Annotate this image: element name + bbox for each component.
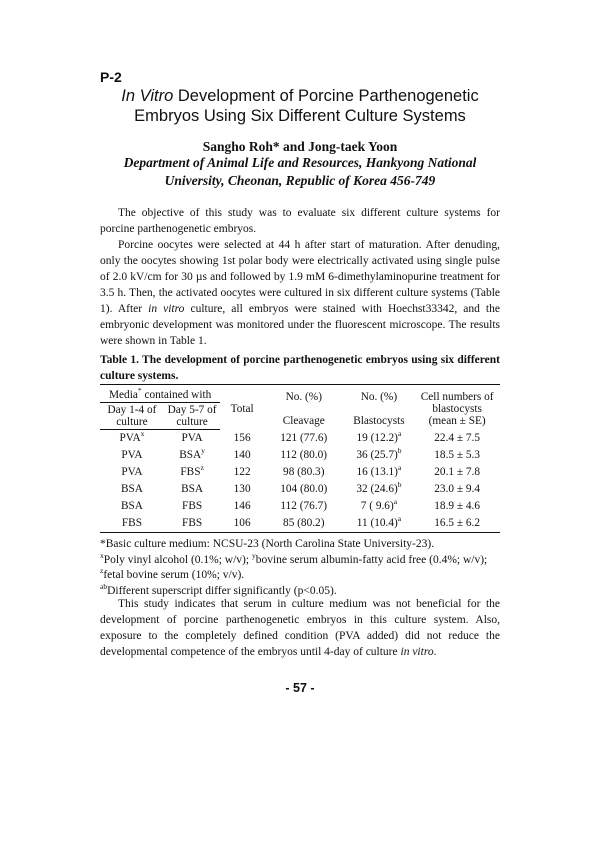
authors: Sangho Roh* and Jong-taek Yoon — [202, 139, 398, 154]
cell-day-1-4: BSA — [120, 483, 143, 495]
header-total: Total — [220, 385, 264, 430]
cell-cell-numbers: 22.4 ± 7.5 — [434, 431, 481, 444]
cell-cell-numbers: 23.0 ± 9.4 — [434, 483, 481, 495]
note-basic: *Basic culture medium: NCSU-23 (North Carolina State University-23). — [100, 538, 435, 550]
title-italic: In Vitro — [121, 87, 174, 105]
cell-day-5-7: FBS$^z$ — [180, 463, 204, 478]
cell-day-5-7: PVA — [181, 432, 203, 444]
table-notes — [100, 537, 500, 599]
cell-day-1-4: BSA — [120, 500, 143, 512]
cell-total: 122 — [233, 466, 251, 478]
note-abbreviations: $^x$Poly vinyl alcohol (0.1%; w/v); $^y$bovine serum albumin-fatty acid free (0.4%; w/v); $^z$fetal bovine serum (10%; v/v). — [100, 550, 488, 581]
abstract-p2-italic: in vitro — [148, 303, 185, 315]
table-body — [100, 430, 500, 533]
abstract-body — [100, 205, 500, 349]
header-cell-numbers: Cell numbers of blastocysts (mean ± SE) — [414, 385, 500, 430]
table-row — [100, 430, 500, 448]
table-row — [100, 464, 500, 481]
cell-cleavage: 112 (76.7) — [280, 500, 328, 512]
page-number: - 57 - — [285, 681, 315, 695]
title-line2: Embryos Using Six Different Culture Systems — [134, 107, 466, 125]
header-day-5-7: Day 5-7 of culture — [164, 403, 220, 430]
header-media: Media* contained with — [100, 385, 220, 403]
cell-total: 106 — [220, 515, 264, 533]
cell-cleavage: 98 (80.3) — [283, 466, 325, 478]
cell-cell-numbers: 18.5 ± 5.3 — [434, 449, 481, 461]
results-table — [100, 384, 500, 533]
cell-day-5-7: FBS — [182, 500, 203, 512]
cell-cleavage: 112 (80.0) — [280, 449, 328, 461]
cell-total: 156 — [233, 431, 251, 444]
abstract-p2-part1: Porcine oocytes were selected at 44 h after start of maturation. After denuding, only the oocytes showing 1st polar body were electrically activated using single pulse of 2.0 kV/cm for 30 µs and followed by 1.9 mM 6-dimethylaminopurine treatment for 3.5 h. Then, the activated oocytes were cultured in six different culture systems (Table 1). After — [100, 239, 500, 315]
header-day-1-4: Day 1-4 of culture — [100, 403, 164, 430]
cell-cleavage: 104 (80.0) — [280, 483, 328, 495]
cell-blastocysts: 19 $(12.2)^a$ — [356, 428, 402, 444]
cell-blastocysts: 36 $(25.7)^b$ — [356, 446, 402, 461]
cell-blastocysts: 11 $(10.4)^a$ — [344, 515, 415, 533]
cell-blastocysts: 32 $(24.6)^b$ — [356, 480, 402, 495]
abstract-paragraph-2 — [100, 237, 500, 349]
table-row — [100, 515, 500, 533]
cell-day-1-4: PVA$^x$ — [119, 429, 145, 444]
cell-blastocysts: 7 ( 9.6)$^a$ — [360, 497, 398, 512]
cell-cleavage: 85 (80.2) — [264, 515, 344, 533]
note-significance: $^{ab}$Different superscript differ significantly (p<0.05). — [100, 581, 337, 597]
title-line1: Development of Porcine Parthenogenetic — [173, 87, 479, 105]
conclusion — [100, 596, 500, 660]
cell-blastocysts: 16 $(13.1)^a$ — [356, 463, 402, 478]
cell-day-1-4: FBS — [100, 515, 164, 533]
header-cleavage: No. (%) Cleavage — [264, 385, 344, 430]
cell-total: 140 — [233, 449, 251, 461]
cell-cell-numbers: 16.5 ± 6.2 — [414, 515, 500, 533]
cell-day-5-7: BSA — [181, 483, 204, 495]
affiliation — [100, 154, 500, 190]
table-row — [100, 481, 500, 498]
cell-day-1-4: PVA — [121, 449, 143, 461]
cell-day-1-4: PVA — [121, 466, 143, 478]
affiliation-line1: Department of Animal Life and Resources, Hankyong National — [123, 155, 477, 170]
abstract-paragraph-1: The objective of this study was to evaluate six different culture systems for porcine parthenogenetic embryos. — [100, 207, 500, 235]
conclusion-paragraph: This study indicates that serum in culture medium was not beneficial for the development of porcine parthenogenetic embryos in this culture system. Also, exposure to the completely defined condition (PVA added) did not reduce the developmental competence of the embryos until 4-day of culture in vitro. — [100, 598, 500, 658]
cell-total: 146 — [233, 500, 251, 512]
table-row — [100, 498, 500, 515]
header-blastocysts: No. (%) Blastocysts — [344, 385, 415, 430]
cell-cleavage: 121 (77.6) — [280, 431, 328, 444]
cell-total: 130 — [233, 483, 251, 495]
cell-day-5-7: BSA$^y$ — [179, 446, 205, 461]
paper-title — [90, 86, 510, 126]
affiliation-line2: University, Cheonan, Republic of Korea 456-749 — [164, 173, 436, 188]
abstract-p2-part2: culture, all embryos were stained with Hoechst33342, and the embryonic development was monitored under the fluorescent microscope. The results were shown in Table 1. — [100, 303, 500, 347]
session-code: P-2 — [100, 69, 122, 85]
table-row — [100, 447, 500, 464]
cell-day-5-7: FBS — [164, 515, 220, 533]
cell-cell-numbers: 18.9 ± 4.6 — [434, 500, 481, 512]
table-caption: Table 1. The development of porcine parthenogenetic embryos using six different culture systems. — [100, 354, 500, 382]
cell-cell-numbers: 20.1 ± 7.8 — [434, 466, 481, 478]
